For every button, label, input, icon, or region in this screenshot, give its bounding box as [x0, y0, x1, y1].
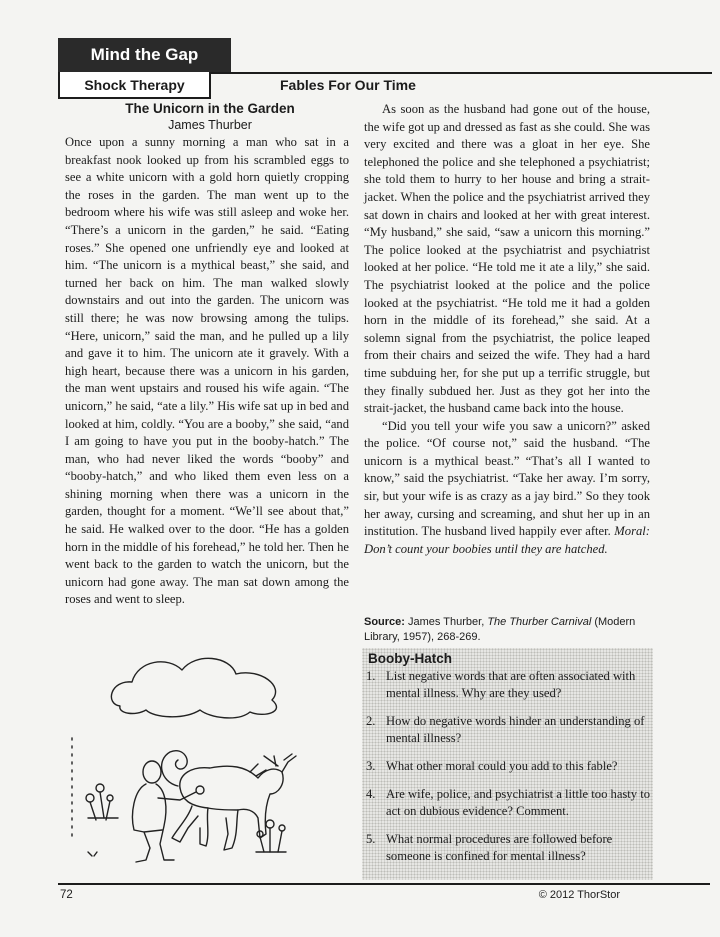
source-book: The Thurber Carnival: [487, 616, 592, 628]
story-left-column: [65, 134, 349, 609]
question-number: 5.: [366, 832, 376, 846]
source-label: Source:: [364, 616, 405, 628]
question-number: 4.: [366, 787, 376, 801]
unicorn-illustration: [60, 638, 300, 873]
section-banner: Mind the Gap: [58, 38, 231, 72]
story-paragraph-1: Once upon a sunny morning a man who sat in a breakfast nook looked up from his scrambled eggs to see a white unicorn with a gold horn quietly cropping the roses in the garden. The man went up to the bedroom where his wife was still asleep and woke her. “There’s a unicorn in the garden,” he said. “Eating roses.” She opened one unfriendly eye and looked at him. “The unicorn is a mythical beast,” she said, and turned her back on him. The man walked slowly downstairs and out into the garden. The unicorn was still there; he was now browsing among the tulips. “Here, unicorn,” said the man, and he pulled up a lily and gave it to him. The unicorn ate it gravely. With a high heart, because there was a unicorn in his garden, the man went upstairs and roused his wife again. “The unicorn,” he said, “ate a lily.” His wife sat up in bed and looked at him, coldly. “You are a booby,” she said, “and I am going to have you put in the booby-hatch.” The man, who had never liked the words “booby” and “booby-hatch,” and who liked them even less on a shining morning when there was a unicorn in the garden, thought for a moment. “We’ll see about that,” he said. He walked over to the door. “He has a golden horn in the middle of his forehead,” he told her. Then he went back to the garden to watch the unicorn, but the unicorn had gone away. The man sat down among the roses and went to sleep.: [65, 135, 349, 607]
question-text: What normal procedures are followed before someone is confined for mental illness?: [386, 832, 613, 863]
story-author: James Thurber: [168, 118, 252, 132]
question-number: 2.: [366, 714, 376, 728]
questions-title: Booby-Hatch: [368, 651, 452, 666]
story-title: The Unicorn in the Garden: [125, 101, 295, 116]
question-item: [366, 758, 651, 775]
question-text: List negative words that are often associated with mental illness. Why are they used?: [386, 669, 636, 700]
copyright: © 2012 ThorStor: [538, 889, 620, 901]
question-number: 3.: [366, 759, 376, 773]
question-item: [366, 831, 651, 865]
story-moral: Moral: Don’t count your boobies until they are hatched.: [364, 524, 650, 556]
question-text: What other moral could you add to this fable?: [386, 759, 618, 773]
source-details: (Modern Library, 1957), 268-269.: [364, 616, 636, 643]
story-paragraph-3: [364, 418, 650, 559]
question-item: [366, 713, 651, 747]
question-text: How do negative words hinder an understanding of mental illness?: [386, 714, 645, 745]
page-number: 72: [60, 889, 73, 901]
question-text: Are wife, police, and psychiatrist a little too hasty to act on dubious evidence? Comment.: [386, 787, 651, 818]
story-paragraph-2: As soon as the husband had gone out of the house, the wife got up and dressed as fast as she could. She was very excited and there was a gloat in her eye. She telephoned the police and she telephoned a psychiatrist; she told them to hurry to her house and bring a strait-jacket. When the police and the psychiatrist arrived they sat down in chairs and looked at her with great interest. “My husband,” she said, “saw a unicorn this morning.” The police looked at the psychiatrist and psychiatrist looked at her police. “He told me it ate a lily,” she said. The psychiatrist looked at the police and the police looked at the psychiatrist. “He told me it had a golden horn in the middle of its forehead,” she said. At a solemn signal from the psychiatrist, the police leaped from their chairs and seized the wife. They had a hard time subduing her, for she put up a terrific struggle, but they finally subdued her. Just as they got her into the strait-jacket, the husband came back into the house.: [364, 102, 650, 416]
questions-list: [366, 668, 651, 865]
questions-box: [362, 648, 653, 880]
series-title: Fables For Our Time: [280, 77, 416, 93]
story-right-column: [364, 101, 650, 558]
story-paragraph-3-text: “Did you tell your wife you saw a unicorn?” asked the police. “Of course not,” said the husband. “The unicorn is a mythical beast.” “That’s all I wanted to know,” said the psychiatrist. “Take her away. I’m sorry, sir, but your wife is as crazy as a jay bird.” So they took her away, cursing and screaming, and shut her up in an institution. The husband lived happily ever after.: [364, 418, 650, 539]
topic-label: Shock Therapy: [58, 72, 211, 99]
unicorn-drawing-icon: [60, 638, 300, 868]
question-item: [366, 668, 651, 702]
question-number: 1.: [366, 669, 376, 683]
question-item: [366, 786, 651, 820]
footer-rule: [58, 883, 710, 885]
source-author: James Thurber,: [408, 616, 485, 628]
source-citation: [364, 615, 654, 645]
